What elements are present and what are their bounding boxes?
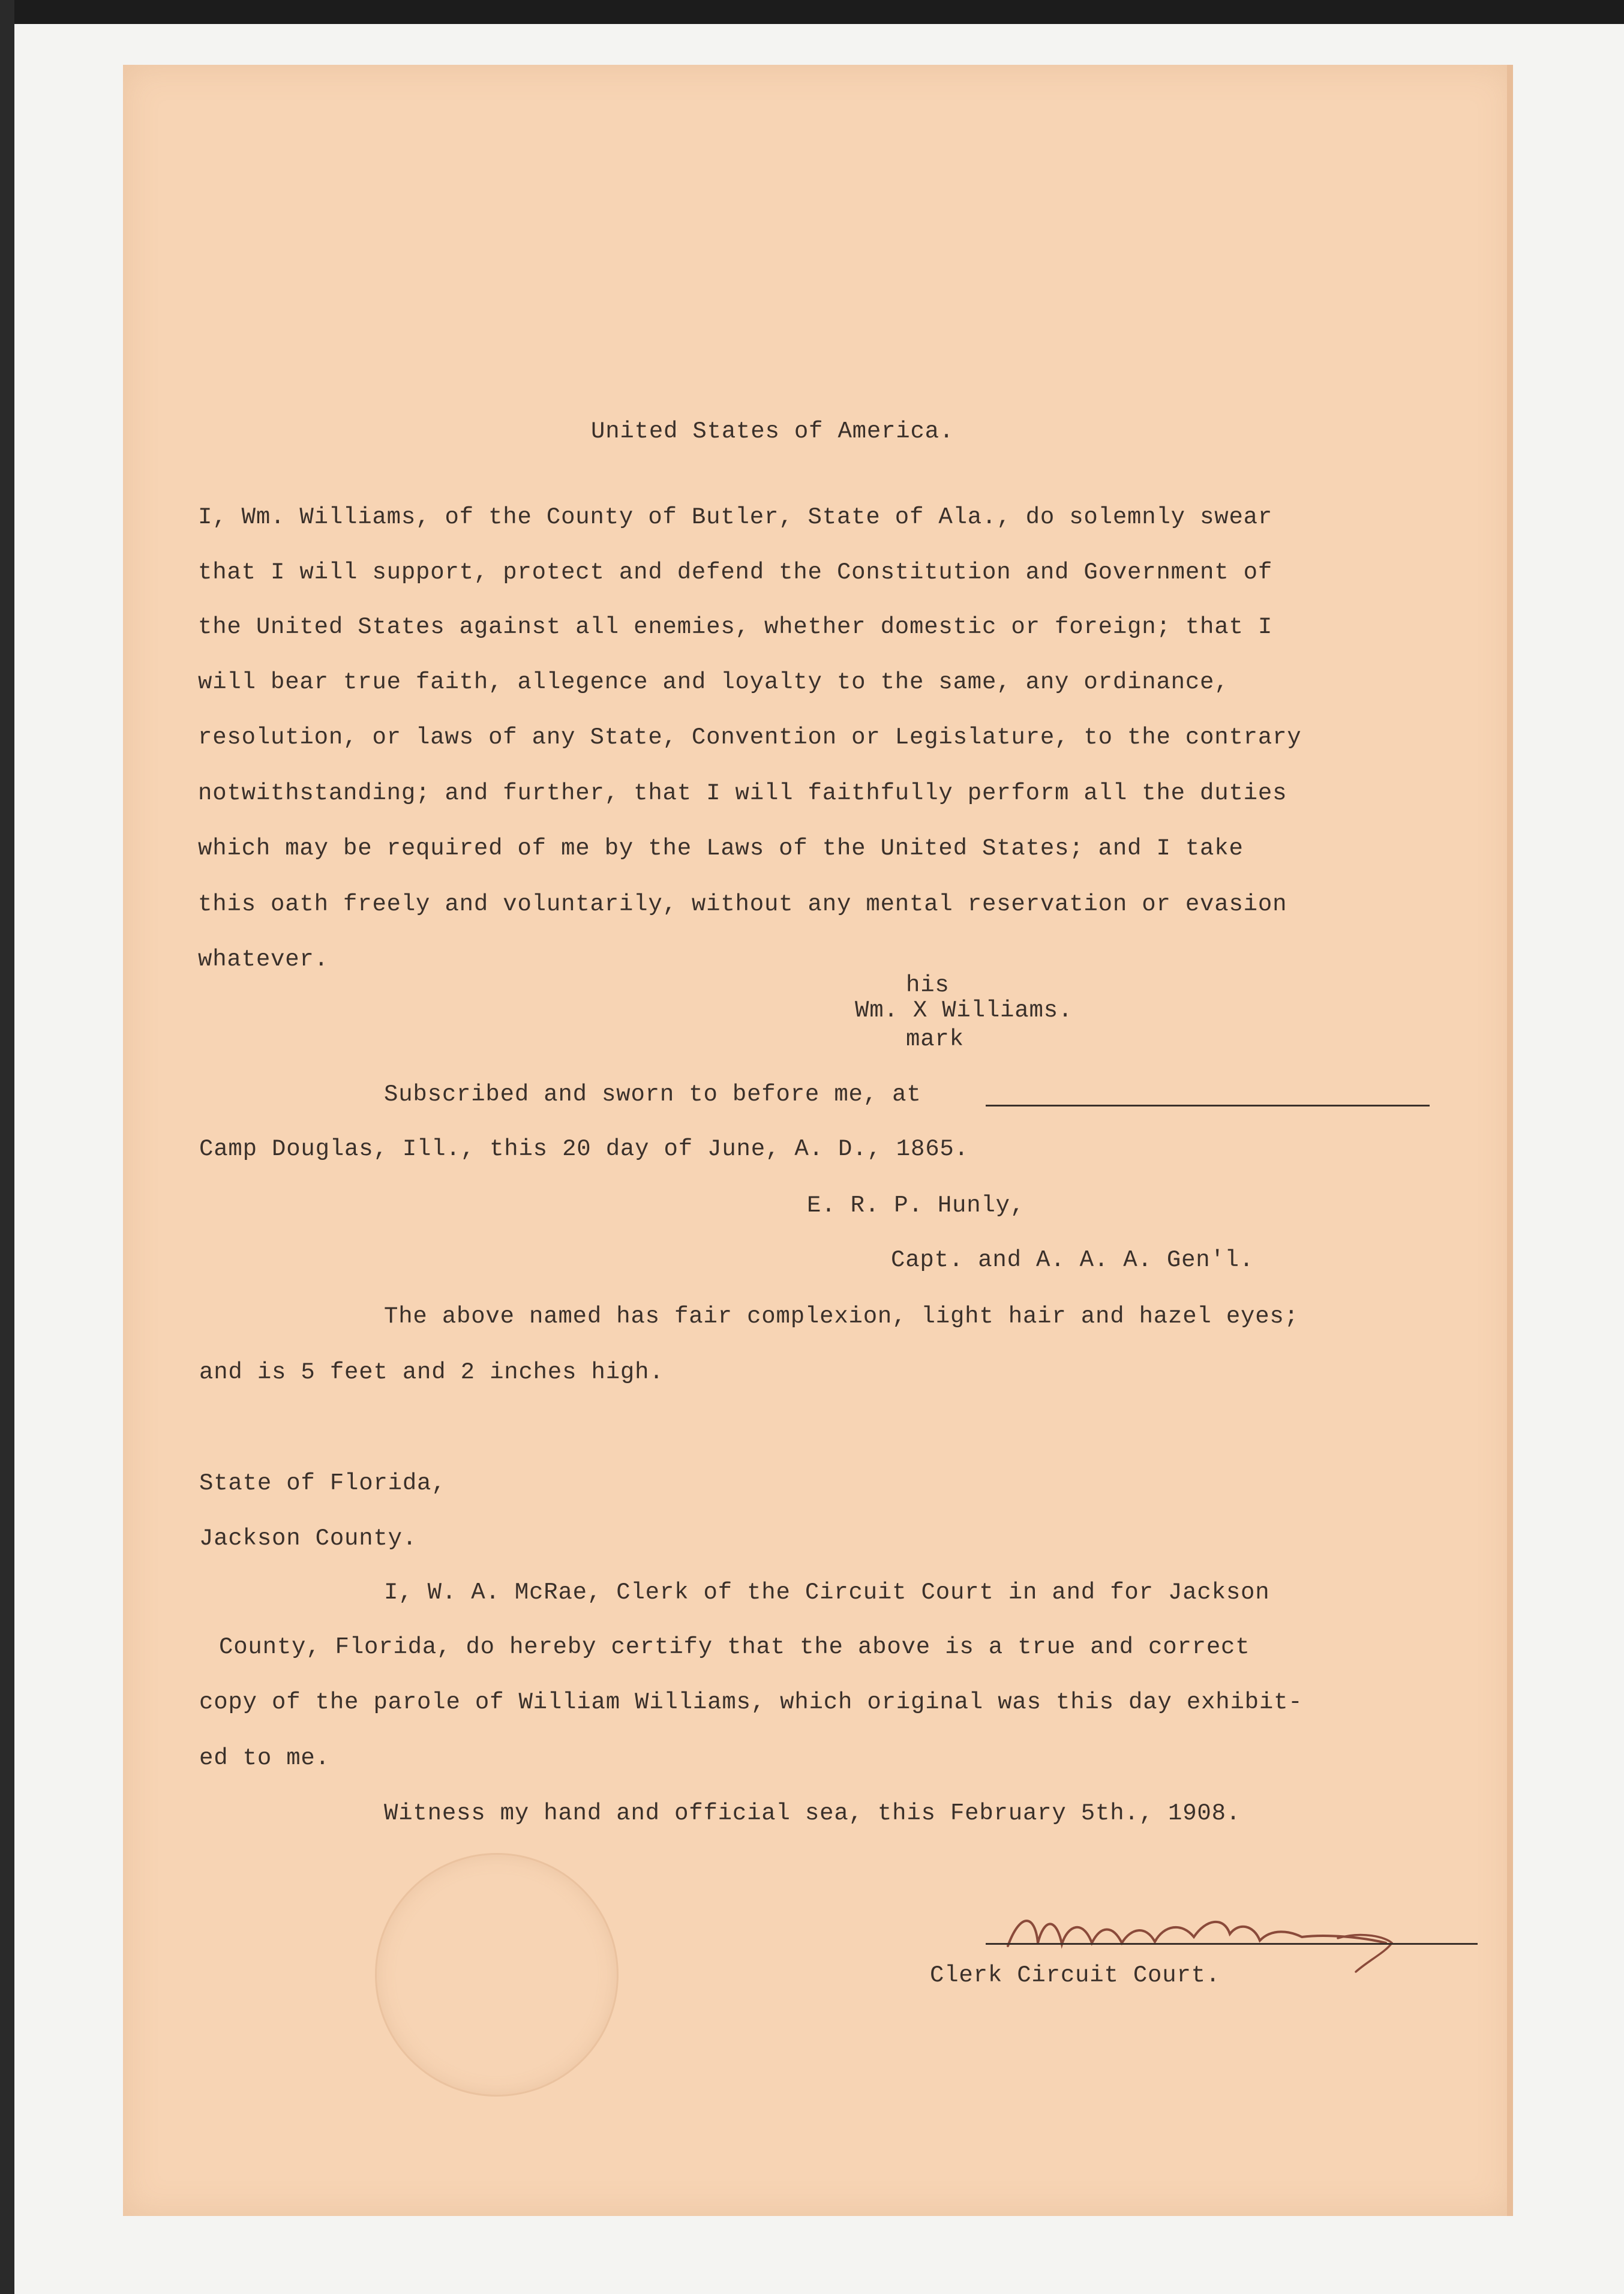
scanner-top-border	[0, 0, 1624, 24]
sworn-line-1: Subscribed and sworn to before me, at	[384, 1081, 921, 1108]
oath-line-7: which may be required of me by the Laws of the United States; and I take	[198, 835, 1244, 862]
mark-name: Wm. X Williams.	[855, 997, 1073, 1024]
clerk-title: Clerk Circuit Court.	[930, 1962, 1221, 1989]
mark-label: mark	[906, 1026, 964, 1052]
scanner-left-border	[0, 0, 14, 2294]
description-line-2: and is 5 feet and 2 inches high.	[199, 1359, 664, 1386]
cert-line-1: I, W. A. McRae, Clerk of the Circuit Court in and for Jackson	[384, 1579, 1270, 1606]
location-fill-line	[986, 1105, 1430, 1106]
officer-name: E. R. P. Hunly,	[807, 1192, 1025, 1219]
oath-line-5: resolution, or laws of any State, Convention or Legislature, to the contrary	[198, 724, 1302, 751]
oath-line-3: the United States against all enemies, whether domestic or foreign; that I	[198, 614, 1273, 640]
document-page	[123, 65, 1513, 2216]
oath-line-6: notwithstanding; and further, that I will faithfully perform all the duties	[198, 780, 1287, 806]
cert-state: State of Florida,	[199, 1470, 446, 1497]
document-heading: United States of America.	[591, 418, 954, 445]
cert-county: Jackson County.	[199, 1525, 418, 1552]
oath-line-2: that I will support, protect and defend the Constitution and Government of	[198, 559, 1273, 586]
signature-line	[986, 1943, 1478, 1945]
mark-his: his	[906, 972, 950, 998]
description-line-1: The above named has fair complexion, light hair and hazel eyes;	[384, 1303, 1299, 1330]
oath-line-8: this oath freely and voluntarily, without any mental reservation or evasion	[198, 891, 1287, 917]
cert-line-2: County, Florida, do hereby certify that the above is a true and correct	[219, 1634, 1250, 1660]
sworn-line-2: Camp Douglas, Ill., this 20 day of June, A. D., 1865.	[199, 1136, 969, 1162]
oath-line-1: I, Wm. Williams, of the County of Butler, State of Ala., do solemnly swear	[198, 504, 1273, 530]
embossed-seal	[375, 1853, 619, 2097]
cert-line-3: copy of the parole of William Williams, which original was this day exhibit-	[199, 1689, 1303, 1716]
cert-line-4: ed to me.	[199, 1745, 330, 1771]
witness-line: Witness my hand and official sea, this February 5th., 1908.	[384, 1800, 1241, 1827]
oath-line-9: whatever.	[198, 946, 329, 973]
officer-title: Capt. and A. A. A. Gen'l.	[891, 1247, 1254, 1273]
oath-line-4: will bear true faith, allegence and loyalty to the same, any ordinance,	[198, 669, 1229, 695]
paper-edge	[1507, 65, 1513, 2216]
